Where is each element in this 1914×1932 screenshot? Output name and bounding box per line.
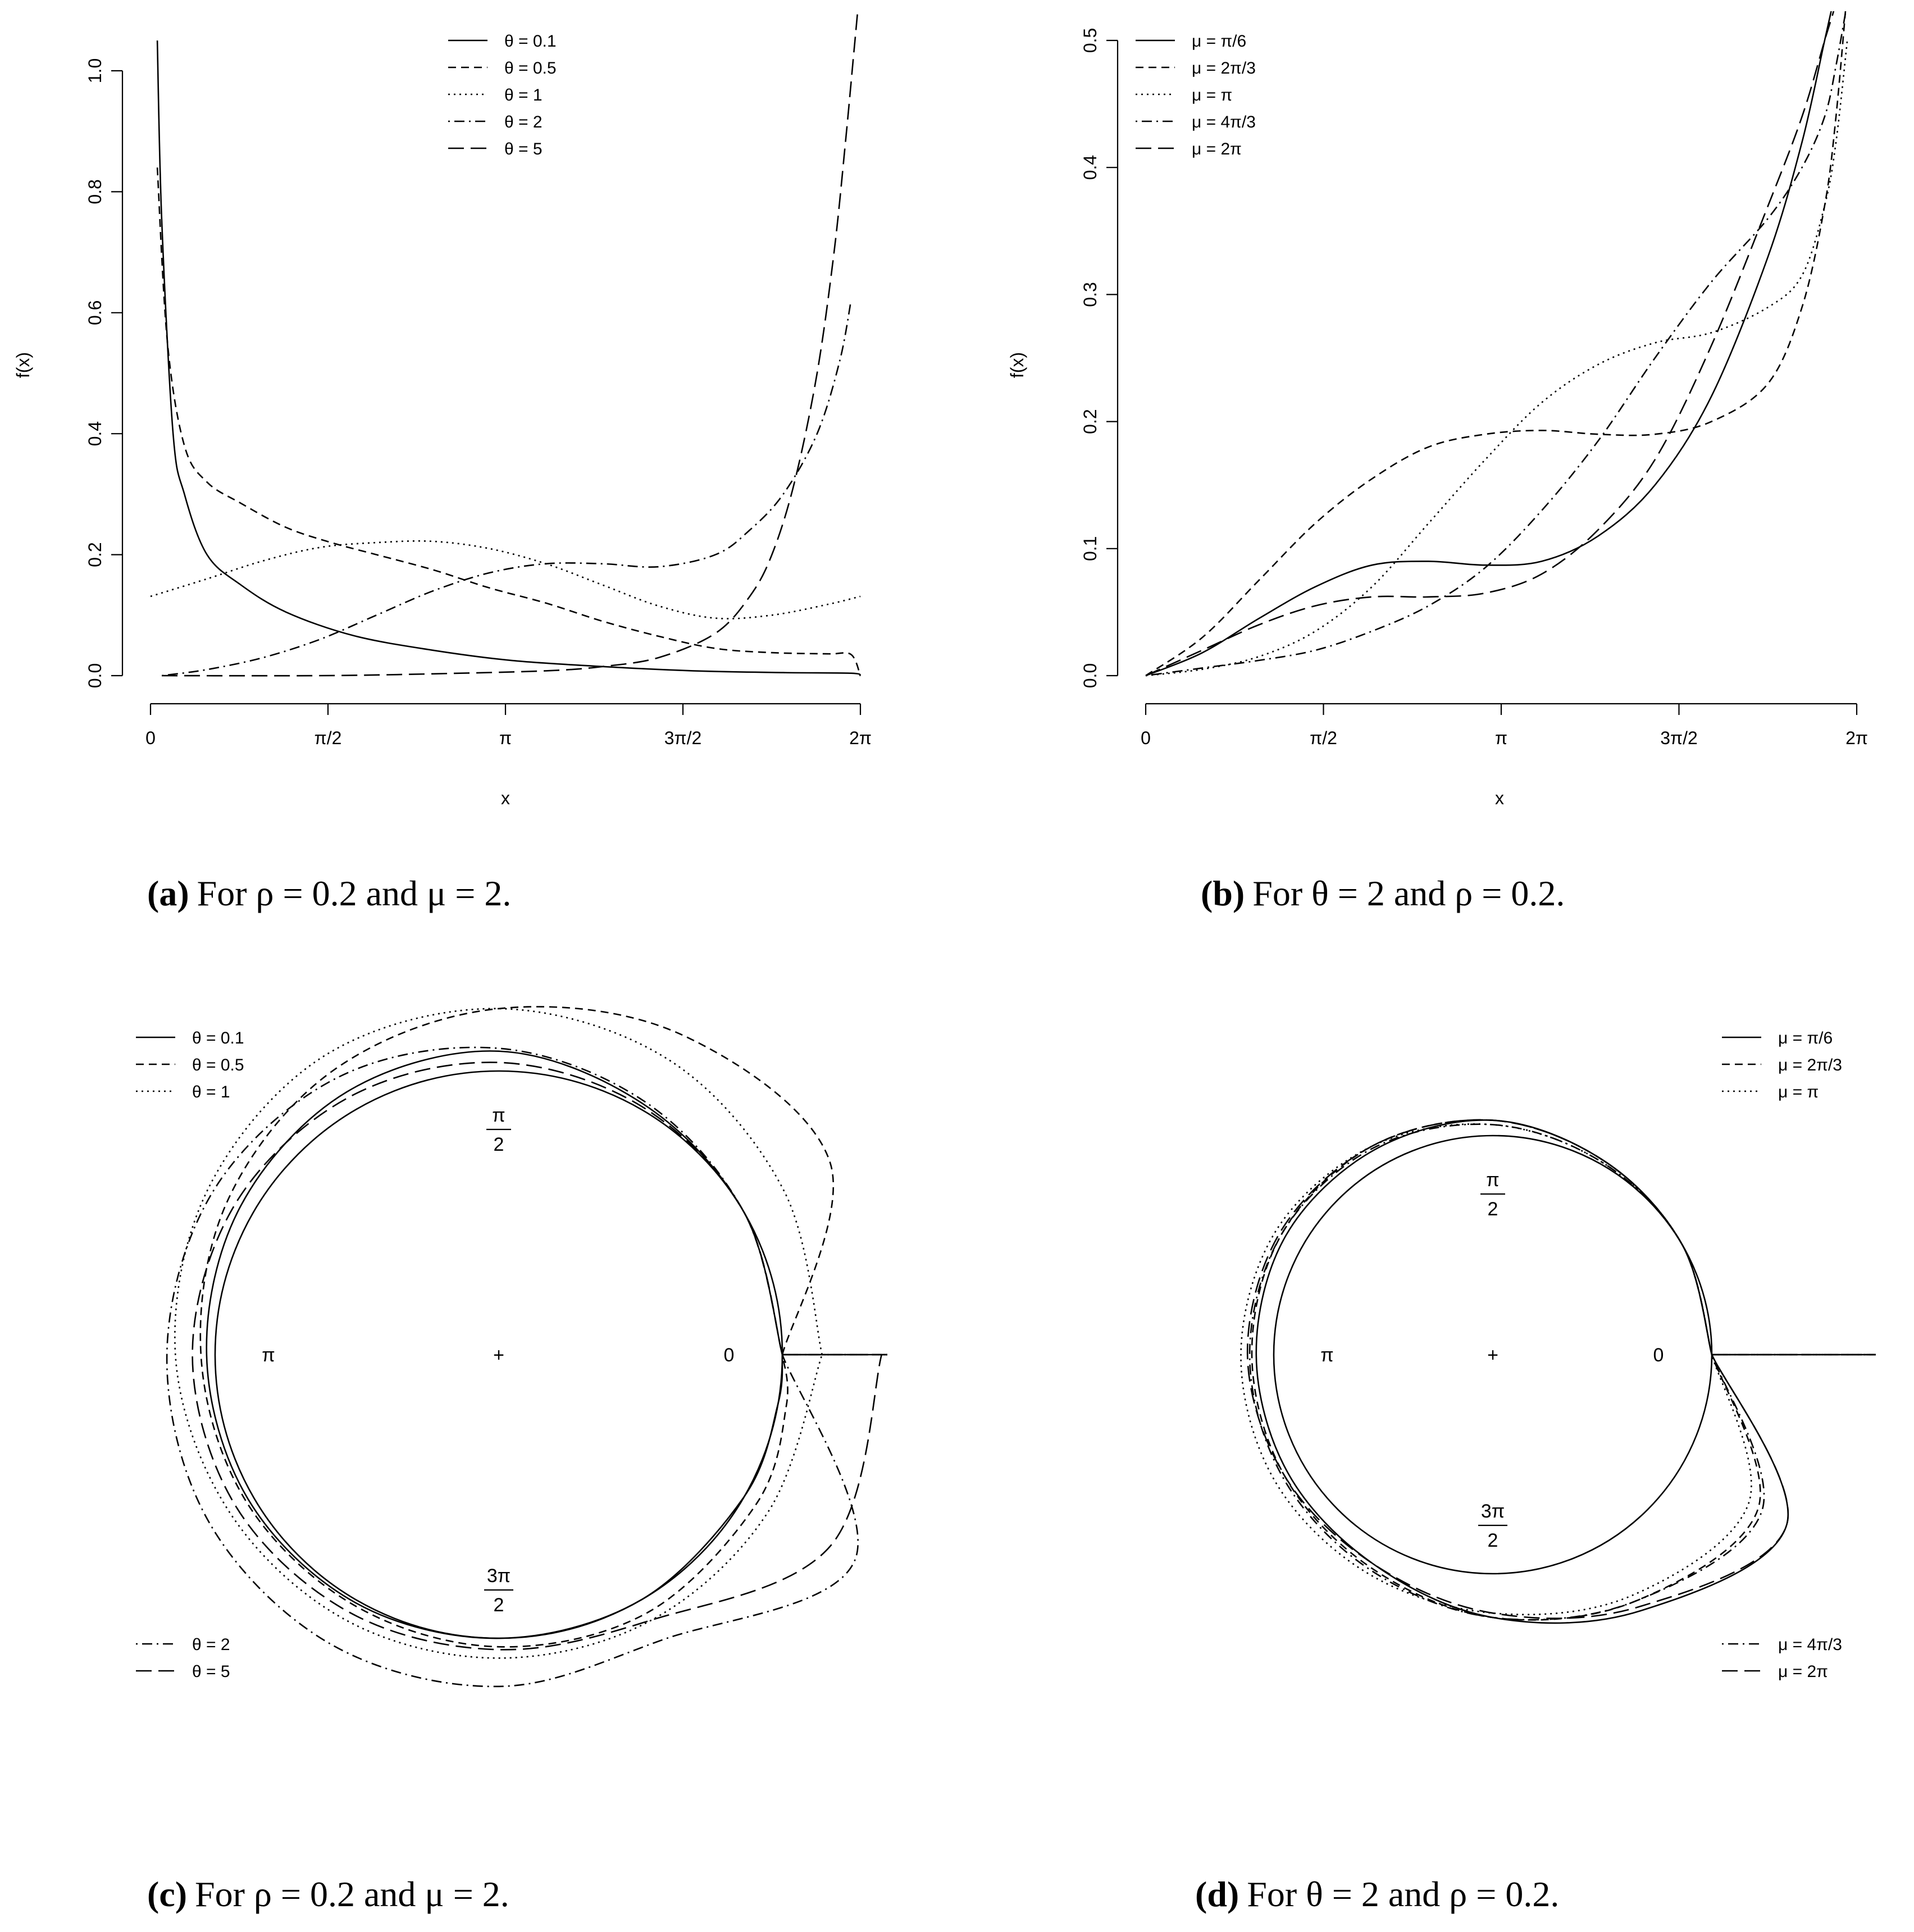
- d-series-5-line: [1247, 1120, 1788, 1619]
- panel-c-angle-labels: [262, 1105, 734, 1616]
- panel-b-axes: [1080, 28, 1868, 748]
- panel-b-ylabel: f(x): [1007, 352, 1027, 379]
- d-curves: [1241, 1120, 1876, 1623]
- panel-c-legend: [136, 1029, 244, 1681]
- panel-a-caption-text: For ρ = 0.2 and μ = 2.: [197, 873, 512, 913]
- d-legend-label: μ = π: [1778, 1083, 1819, 1101]
- panel-b-xlabel: x: [1495, 788, 1504, 808]
- b-legend-label: μ = 4π/3: [1192, 113, 1256, 131]
- panel-b-caption: [1201, 873, 1565, 913]
- panel-c-caption-letter: (c): [147, 1874, 188, 1914]
- a-x-tick-label: π: [499, 728, 512, 748]
- b-series-3-line: [1146, 40, 1847, 676]
- a-legend-label: θ = 0.5: [504, 59, 557, 78]
- a-legend-label: θ = 1: [504, 86, 543, 104]
- a-y-tick-label: 0.0: [85, 663, 105, 689]
- panel-a-legend: [448, 32, 557, 158]
- c-legend-label: θ = 1: [192, 1083, 230, 1101]
- b-series-5-line: [1146, 0, 1847, 676]
- panel-a-xlabel: x: [501, 788, 510, 808]
- b-legend-label: μ = π/6: [1192, 32, 1247, 51]
- c-series-5-line: [193, 1063, 882, 1650]
- d-label-three-half-pi-num: 3π: [1480, 1501, 1505, 1522]
- b-x-tick-label: 0: [1141, 728, 1151, 748]
- panel-a-density-plot: [13, 10, 872, 913]
- d-center-mark: +: [1487, 1345, 1498, 1366]
- panel-b-plot-area: [1146, 0, 1847, 676]
- panel-d-caption-text: For θ = 2 and ρ = 0.2.: [1247, 1874, 1560, 1914]
- a-y-tick-label: 0.8: [85, 179, 105, 204]
- panel-a-caption: [147, 873, 511, 913]
- b-series-4-line: [1146, 2, 1847, 676]
- d-series-1-line: [1256, 1120, 1788, 1623]
- b-legend-label: μ = 2π: [1192, 140, 1242, 158]
- b-y-tick-label: 0.3: [1080, 282, 1100, 307]
- panel-a-axes: [85, 58, 872, 748]
- c-label-zero: 0: [723, 1345, 735, 1366]
- d-legend-label: μ = 2π: [1778, 1662, 1828, 1681]
- d-legend-label: μ = 4π/3: [1778, 1635, 1842, 1654]
- b-legend-label: μ = π: [1192, 86, 1233, 104]
- panel-b-caption-letter: (b): [1201, 873, 1245, 913]
- b-y-tick-label: 0.4: [1080, 154, 1100, 180]
- b-x-tick-label: 3π/2: [1660, 728, 1698, 748]
- panel-c-circular-plot: [136, 1007, 887, 1914]
- panel-c-caption-text: For ρ = 0.2 and μ = 2.: [195, 1874, 509, 1914]
- d-series-4-line: [1250, 1124, 1764, 1620]
- a-y-tick-label: 0.2: [85, 542, 105, 567]
- panel-d-plot-area: [1241, 1120, 1876, 1623]
- d-label-pi: π: [1320, 1345, 1334, 1366]
- d-series-2-line: [1252, 1120, 1760, 1620]
- b-x-tick-label: π: [1494, 728, 1508, 748]
- b-series-1-line: [1146, 0, 1836, 676]
- panel-d-caption-letter: (d): [1195, 1874, 1239, 1914]
- a-series-1-line: [157, 40, 860, 676]
- a-y-tick-label: 0.6: [85, 300, 105, 326]
- c-legend-label: θ = 0.1: [192, 1029, 244, 1047]
- c-label-three-half-pi-num: 3π: [486, 1565, 511, 1587]
- a-x-tick-label: 0: [145, 728, 156, 748]
- b-y-tick-label: 0.0: [1080, 663, 1100, 689]
- c-label-three-half-pi-den: 2: [493, 1594, 504, 1616]
- d-legend-label: μ = π/6: [1778, 1029, 1833, 1047]
- c-label-half-pi-den: 2: [493, 1134, 504, 1155]
- b-legend-label: μ = 2π/3: [1192, 59, 1256, 78]
- c-label-half-pi-num: π: [492, 1105, 505, 1126]
- d-legend-label: μ = 2π/3: [1778, 1056, 1842, 1074]
- a-series-4-line: [162, 300, 851, 676]
- b-y-tick-label: 0.2: [1080, 409, 1100, 434]
- c-label-pi: π: [262, 1345, 275, 1366]
- c-legend-label: θ = 5: [192, 1662, 230, 1681]
- b-curves: [1146, 0, 1847, 676]
- a-legend-label: θ = 0.1: [504, 32, 557, 51]
- c-legend-label: θ = 2: [192, 1635, 230, 1654]
- panel-b-caption-text: For θ = 2 and ρ = 0.2.: [1252, 873, 1565, 913]
- d-label-three-half-pi-den: 2: [1487, 1530, 1498, 1551]
- a-x-tick-label: π/2: [314, 728, 342, 748]
- a-y-tick-label: 1.0: [85, 58, 105, 84]
- a-series-3-line: [151, 541, 860, 618]
- c-center-mark: +: [493, 1345, 504, 1366]
- panel-b-density-plot: [1007, 0, 1868, 913]
- panel-a-ylabel: f(x): [13, 352, 33, 379]
- b-x-tick-label: π/2: [1310, 728, 1337, 748]
- panel-d-caption: [1195, 1874, 1559, 1914]
- panel-a-caption-letter: (a): [147, 873, 189, 913]
- b-y-tick-label: 0.5: [1080, 28, 1100, 53]
- b-series-2-line: [1146, 0, 1847, 676]
- panel-d-circular-plot: [1195, 1029, 1876, 1914]
- panel-d-angle-labels: [1320, 1169, 1664, 1551]
- a-y-tick-label: 0.4: [85, 421, 105, 446]
- d-label-zero: 0: [1653, 1345, 1664, 1366]
- d-label-half-pi-den: 2: [1487, 1199, 1498, 1220]
- a-legend-label: θ = 5: [504, 140, 543, 158]
- a-x-tick-label: 2π: [849, 728, 872, 748]
- a-curves: [151, 10, 860, 676]
- c-legend-label: θ = 0.5: [192, 1056, 244, 1074]
- b-x-tick-label: 2π: [1845, 728, 1868, 748]
- a-x-tick-label: 3π/2: [664, 728, 702, 748]
- panel-b-legend: [1136, 32, 1256, 158]
- panel-c-caption: [147, 1874, 509, 1914]
- d-label-half-pi-num: π: [1486, 1169, 1500, 1191]
- b-y-tick-label: 0.1: [1080, 536, 1100, 562]
- a-legend-label: θ = 2: [504, 113, 543, 131]
- a-series-5-line: [162, 10, 858, 676]
- panel-a-plot-area: [151, 10, 860, 676]
